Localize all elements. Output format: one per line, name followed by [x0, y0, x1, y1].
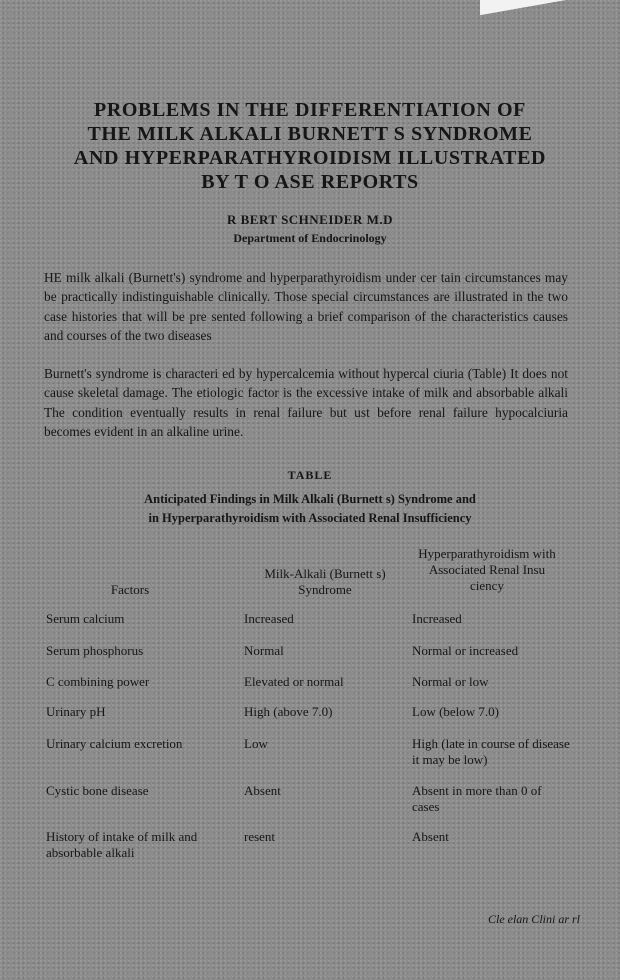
table-cell-milk-alkali: resent	[244, 829, 276, 844]
table-cell-milk-alkali: Elevated or normal	[244, 674, 344, 689]
body-paragraph: Burnett's syndrome is characteri ed by hypercalcemia without hypercal ciuria (Table) It does not cause skeletal damage. The etiologic factor is the excessive intake of milk and absorbable alkali The condition eventually results in renal failure but ust before renal failure hypocalciuria becomes evident in an alkaline urine.	[44, 366, 568, 440]
table-cell-hyperpara: High (late in course of disease it may be low)	[412, 736, 570, 767]
table-cell-hyperpara: Increased	[412, 611, 462, 626]
table-header-milk-alkali: Milk-Alkali (Burnett s) Syndrome	[264, 566, 386, 597]
table-header-factors: Factors	[110, 582, 150, 597]
table-cell-hyperpara: Absent in more than 0 of cases	[412, 783, 542, 814]
title-line: THE MILK ALKALI BURNETT S SYNDROME	[87, 123, 533, 145]
page-corner-fold	[480, 0, 620, 18]
table-cell-factor: History of intake of milk and absorbable alkali	[46, 829, 198, 860]
table-caption-line: in Hyperparathyroidism with Associated Renal Insufficiency	[148, 511, 472, 525]
table-cell-hyperpara: Normal or increased	[412, 643, 519, 658]
table-cell-milk-alkali: Low	[244, 736, 268, 751]
table-cell-milk-alkali: High (above 7.0)	[244, 704, 333, 719]
table-cell-factor: Urinary pH	[46, 704, 106, 719]
table-cell-milk-alkali: Absent	[244, 783, 281, 798]
table-cell-hyperpara: Absent	[412, 829, 449, 844]
table-caption	[80, 490, 540, 528]
table-cell-factor: Serum phosphorus	[46, 643, 144, 658]
table-cell-factor: Cystic bone disease	[46, 783, 149, 798]
table-cell-milk-alkali: Increased	[244, 611, 294, 626]
table-header-hyperparathyroidism: Hyperparathyroidism with Associated Renal Insu ciency	[418, 546, 556, 593]
journal-footer: Cle elan Clini ar rl	[487, 912, 580, 926]
table-cell-factor: Serum calcium	[46, 611, 125, 626]
body-paragraph: HE milk alkali (Burnett's) syndrome and hyperparathyroidism under cer tain circumstances may be practically indistinguishable clinically. Those special circumstances are illustrated in the two case histories that will be pre sented following a brief comparison of the characteristics causes and courses of the two diseases	[44, 270, 568, 344]
title-line: AND HYPERPARATHYROIDISM ILLUSTRATED	[73, 147, 547, 169]
table-label: TABLE	[287, 468, 333, 482]
article-title	[40, 98, 580, 194]
table-cell-factor: C combining power	[46, 674, 150, 689]
table-cell-hyperpara: Low (below 7.0)	[412, 704, 500, 719]
table-cell-hyperpara: Normal or low	[412, 674, 489, 689]
author-affiliation: Department of Endocrinology	[233, 231, 387, 245]
table-cell-milk-alkali: Normal	[244, 643, 284, 658]
table-cell-factor: Urinary calcium excretion	[46, 736, 183, 751]
author-byline: R BERT SCHNEIDER M.D	[226, 212, 394, 227]
table-caption-line: Anticipated Findings in Milk Alkali (Burnett s) Syndrome and	[144, 492, 476, 506]
title-line: BY T O ASE REPORTS	[201, 171, 419, 193]
title-line: PROBLEMS IN THE DIFFERENTIATION OF	[94, 99, 526, 121]
